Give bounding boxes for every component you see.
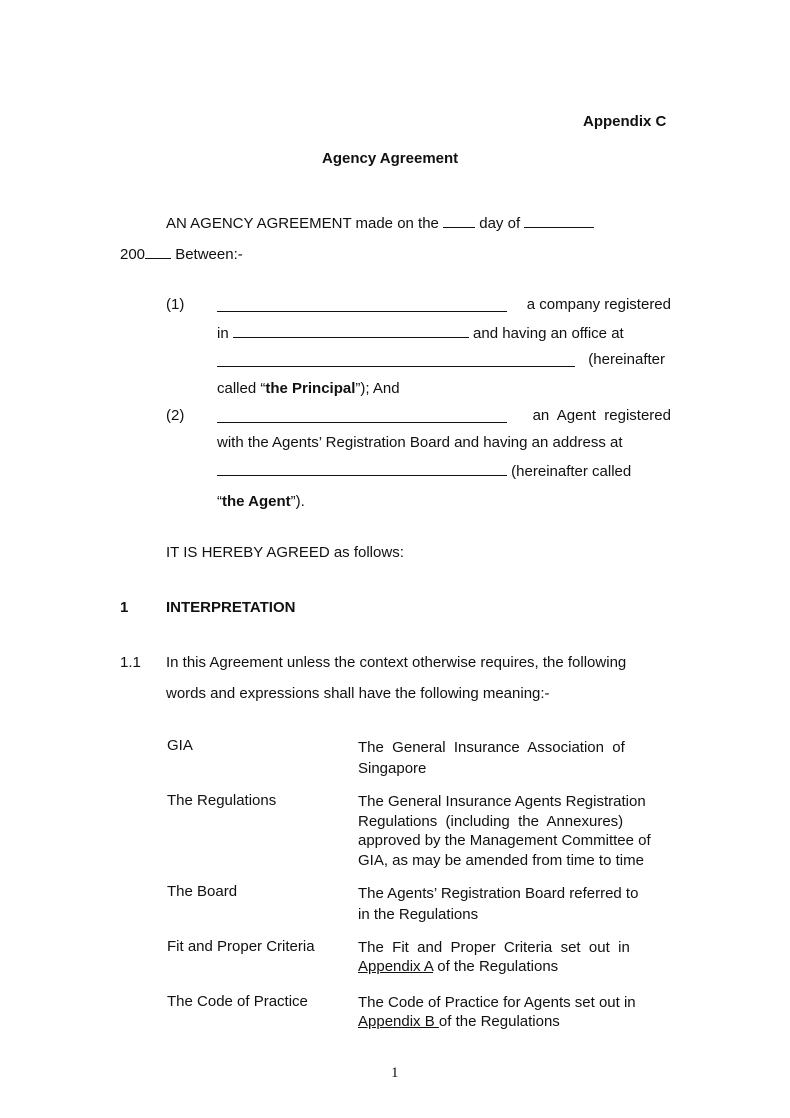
party-text: (hereinafter — [588, 351, 665, 368]
appendix-a-link[interactable]: Appendix A — [358, 958, 434, 975]
party-1-line-1 — [217, 296, 671, 313]
definition-line: The General Insurance Agents Registration — [358, 793, 646, 810]
party-text: and having an office at — [473, 325, 624, 342]
agent-defined-term: the Agent — [222, 493, 291, 510]
section-title: INTERPRETATION — [166, 599, 296, 616]
definition-meaning — [358, 993, 636, 1031]
principal-office-blank[interactable] — [217, 353, 575, 367]
document-title: Agency Agreement — [322, 150, 459, 167]
intro-line-2 — [120, 245, 243, 263]
page-number: 1 — [391, 1065, 399, 1081]
party-2-line-2: with the Agents’ Registration Board and having an address at — [217, 434, 623, 451]
appendix-label: Appendix C — [583, 113, 667, 130]
principal-defined-term: the Principal — [265, 380, 356, 397]
year-blank[interactable] — [145, 245, 171, 259]
party-2-number: (2) — [166, 407, 185, 424]
definition-text: of the Regulations — [433, 958, 559, 975]
definition-line: The Fit and Proper Criteria set out in — [358, 939, 630, 956]
definition-text: of the Regulations — [438, 1013, 560, 1030]
definition-term: The Regulations — [167, 792, 277, 809]
section-number: 1 — [120, 599, 129, 616]
definition-line: Regulations (including the Annexures) — [358, 812, 624, 830]
party-text: a company registered — [526, 296, 671, 313]
definition-meaning — [358, 938, 630, 976]
definition-line — [358, 1012, 636, 1031]
intro-line-1 — [166, 214, 594, 232]
definition-term: The Code of Practice — [167, 993, 308, 1010]
clause-line-2: words and expressions shall have the following meaning:- — [166, 685, 550, 702]
intro-text: AN AGENCY AGREEMENT made on the — [166, 215, 439, 232]
definition-line: in the Regulations — [358, 906, 479, 923]
party-1-line-3 — [217, 351, 665, 368]
appendix-b-link[interactable]: Appendix B — [358, 1013, 439, 1030]
party-1-line-2 — [217, 324, 624, 342]
definition-line: Singapore — [358, 760, 427, 777]
definition-term: The Board — [167, 883, 238, 900]
party-2-line-1 — [217, 407, 671, 424]
year-prefix: 200 — [120, 246, 146, 263]
month-blank[interactable] — [524, 214, 594, 228]
definition-line: The Code of Practice for Agents set out in — [358, 994, 636, 1011]
party-text: “ — [217, 493, 222, 510]
party-text: an Agent registered — [532, 407, 671, 424]
agreed-statement: IT IS HEREBY AGREED as follows: — [166, 544, 404, 561]
definition-meaning — [358, 792, 651, 870]
definition-term: Fit and Proper Criteria — [167, 938, 315, 955]
definition-line: approved by the Management Committee of — [358, 832, 651, 849]
clause-line-1: In this Agreement unless the context otherwise requires, the following — [166, 654, 627, 671]
principal-name-blank[interactable] — [217, 298, 507, 312]
party-text: (hereinafter called — [511, 463, 632, 480]
day-blank[interactable] — [443, 214, 475, 228]
definition-term: GIA — [167, 737, 193, 754]
between-text: Between:- — [175, 246, 243, 263]
agent-address-blank[interactable] — [217, 462, 507, 476]
party-text: in — [217, 325, 229, 342]
party-text: called “ — [217, 380, 266, 397]
party-2-line-3 — [217, 462, 631, 480]
principal-country-blank[interactable] — [233, 324, 469, 338]
intro-text: day of — [479, 215, 521, 232]
definition-line — [358, 957, 630, 976]
definition-meaning — [358, 883, 638, 925]
party-text: ”); And — [355, 380, 400, 397]
party-1-line-4 — [217, 380, 400, 397]
clause-number: 1.1 — [120, 654, 141, 671]
party-text: ”). — [290, 493, 305, 510]
definition-line: The Agents’ Registration Board referred to — [358, 885, 639, 902]
party-1-number: (1) — [166, 296, 185, 313]
definition-meaning — [358, 737, 625, 779]
definition-line: The General Insurance Association of — [358, 739, 625, 756]
agent-name-blank[interactable] — [217, 409, 507, 423]
party-2-line-4 — [217, 493, 305, 510]
definition-line: GIA, as may be amended from time to time — [358, 851, 644, 869]
